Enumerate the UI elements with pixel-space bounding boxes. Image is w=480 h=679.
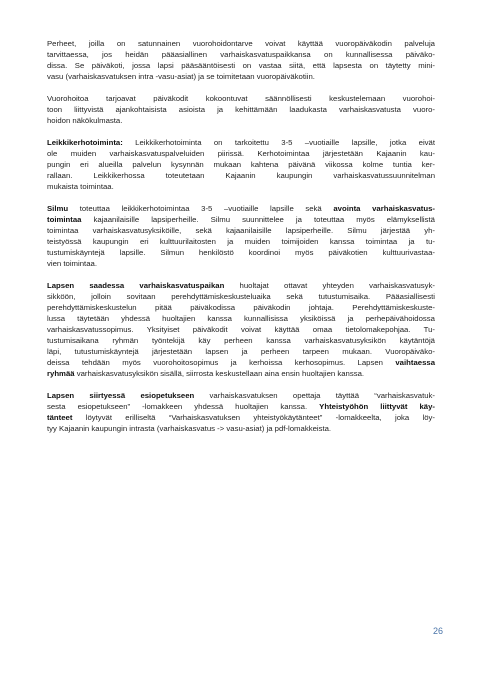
- text-line: [47, 148, 435, 159]
- text-run: mukaista toimintaa.: [47, 182, 114, 191]
- paragraph-esiopetus: [47, 390, 435, 434]
- paragraph-varhaiskasvatuspaikka: [47, 280, 435, 379]
- text-run: pungin eri alueilla palvelun kysynnän mukaan kahtena päivänä viikossa kolme tuntia ker-: [47, 160, 435, 169]
- text-line: [47, 247, 435, 258]
- text-run: Leikkikerhotoiminta on tarkoitettu 3-5 –vuotiaille lapsille, jotka eivät: [122, 138, 435, 147]
- text-run: lussa täytetään yhdessä huoltajien kanssa kunnallisissa yksiköissä ja perhepäivähoidossa: [47, 314, 435, 323]
- text-line: [47, 137, 435, 148]
- text-line: [47, 159, 435, 170]
- text-run: huoltajat ottavat yhteyden varhaiskasvatusyk-: [224, 281, 436, 290]
- text-line: [47, 291, 435, 302]
- text-run: toimintaa varhaiskasvatusyksiköille, sekä kajaanilaisille lapsiperheille. Silmu järjestää yh-: [47, 226, 435, 235]
- text-run: perehdyttämiskeskustelun pitää päiväkodissa päiväkodin johtaja. Perehdyttämiskeskuste-: [47, 303, 435, 312]
- text-run: toteuttaa leikkikerhotoimintaa 3-5 –vuotiaille lapsille sekä: [68, 204, 334, 213]
- page-number: 26: [433, 626, 444, 636]
- text-run: ole muiden varhaiskasvatuspalveluiden piirissä. Kerhotoimintaa järjestetään Kajaanin kau-: [47, 149, 435, 158]
- text-run: tustumiskäyntejä lapsille. Silmun henkilöstö koordinoi myös päiväkotien kulttuurivastaa-: [47, 248, 435, 257]
- text-line: [47, 258, 435, 269]
- paragraph-vuorohoito-kokoontuminen: [47, 93, 435, 126]
- text-line: [47, 346, 435, 357]
- text-run: löytyvät erilliseltä “Varhaiskasvatuksen yhteistyökäytänteet” -lomakkeelta, joka löy-: [72, 413, 435, 422]
- bold-term: vaihtaessa: [395, 358, 435, 367]
- text-run: varhaiskasvatuksen opettaja täyttää “varhaiskasvatuk-: [194, 391, 435, 400]
- text-run: tustumisaikana ryhmän työntekijä käy perheen kanssa varhaiskasvatusyksikön käytäntöjä: [47, 336, 435, 345]
- text-line: [47, 401, 435, 412]
- text-line: [47, 181, 435, 192]
- bold-term: Silmu: [47, 204, 69, 213]
- bold-term: Lapsen siirtyessä esiopetukseen: [47, 391, 195, 400]
- bold-term: Lapsen saadessa varhaiskasvatuspaikan: [47, 281, 225, 290]
- text-run: sikköön, jolloin sovitaan perehdyttämiskeskusteluaika sekä tutustumisaika. Pääasiallisesti: [47, 292, 435, 301]
- text-line: [47, 60, 435, 71]
- text-line: [47, 170, 435, 181]
- body-text: [47, 38, 435, 434]
- text-line: [47, 335, 435, 346]
- text-run: tarvittaessa, jos heidän pääasiallinen varhaiskasvatuspaikkansa on kunnallisessa päiväko-: [47, 50, 435, 59]
- bold-term: tänteet: [47, 413, 73, 422]
- bold-term: Leikkikerhotoiminta:: [47, 138, 123, 147]
- text-run: rallaan. Leikkikerhossa toteutetaan Kajaanin kaupungin varhaiskasvatussuunnitelman: [47, 171, 435, 180]
- bold-term: ryhmää: [47, 369, 75, 378]
- text-line: [47, 390, 435, 401]
- text-line: [47, 324, 435, 335]
- text-line: [47, 313, 435, 324]
- paragraph-leikkikerhotoiminta: [47, 137, 435, 192]
- text-run: deissa tehdään myös vuorohoitosopimus ja kerhoissa kerhosopimus. Lapsen: [47, 358, 396, 367]
- text-line: [47, 357, 435, 368]
- text-run: vien toimintaa.: [47, 259, 97, 268]
- text-run: dissa. Se päiväkoti, jossa lapsi pääsääntöisesti on vastaa siitä, että lapsesta on täytetty mini-: [47, 61, 435, 70]
- text-run: varhaiskasvatusyksikön sisällä, siirrosta keskustellaan aina ensin huoltajien kanssa.: [74, 369, 365, 378]
- bold-term: Yhteistyöhön liittyvät käy-: [319, 402, 435, 411]
- text-run: sesta esiopetukseen” -lomakkeen yhdessä huoltajien kanssa.: [47, 402, 320, 411]
- text-line: [47, 368, 435, 379]
- text-run: toon liittyvistä ajankohtaisista asioista ja kehittämään laadukasta varhaiskasvatusta vuoro-: [47, 105, 435, 114]
- bold-term: toimintaa: [47, 215, 82, 224]
- text-run: vasu (varhaiskasvatuksen intra -vasu-asiat) ja se toimitetaan vuoropäiväkotiin.: [47, 72, 315, 81]
- bold-term: avointa varhaiskasvatus-: [333, 204, 436, 213]
- text-line: [47, 225, 435, 236]
- text-line: [47, 104, 435, 115]
- text-line: [47, 49, 435, 60]
- text-run: hoidon näkökulmasta.: [47, 116, 123, 125]
- text-run: Vuorohoitoa tarjoavat päiväkodit kokoontuvat säännöllisesti keskustelemaan vuorohoi-: [47, 94, 435, 103]
- text-run: Perheet, joilla on satunnainen vuorohoidontarve voivat käyttää vuoropäiväkodin palveluja: [47, 39, 435, 48]
- text-line: [47, 302, 435, 313]
- text-line: [47, 423, 435, 434]
- text-line: [47, 280, 435, 291]
- paragraph-satunnainen-vuorohoito: [47, 38, 435, 82]
- text-run: kajaanilaisille lapsiperheille. Silmu suunnittelee ja toteuttaa myös elämyksellistä: [81, 215, 435, 224]
- text-line: [47, 115, 435, 126]
- text-run: varhaiskasvatussopimus. Yksityiset päiväkodit voivat käyttää omaa tietolomakepohjaa. Tu-: [47, 325, 435, 334]
- text-line: [47, 71, 435, 82]
- text-run: läpi, tutustumiskäyntejä järjestetään lapsen ja perheen tarpeen mukaan. Vuoropäiväko-: [47, 347, 435, 356]
- text-run: teistyössä kaupungin eri kulttuurilaitosten ja muiden toimijoiden kanssa toimintaa ja tu-: [47, 237, 435, 246]
- text-line: [47, 236, 435, 247]
- paragraph-silmu: [47, 203, 435, 269]
- text-line: [47, 38, 435, 49]
- text-line: [47, 412, 435, 423]
- text-run: tyy Kajaanin kaupungin intrasta (varhaiskasvatus -> vasu-asiat) ja pdf-lomakkeista.: [47, 424, 332, 433]
- text-line: [47, 203, 435, 214]
- text-line: [47, 93, 435, 104]
- text-line: [47, 214, 435, 225]
